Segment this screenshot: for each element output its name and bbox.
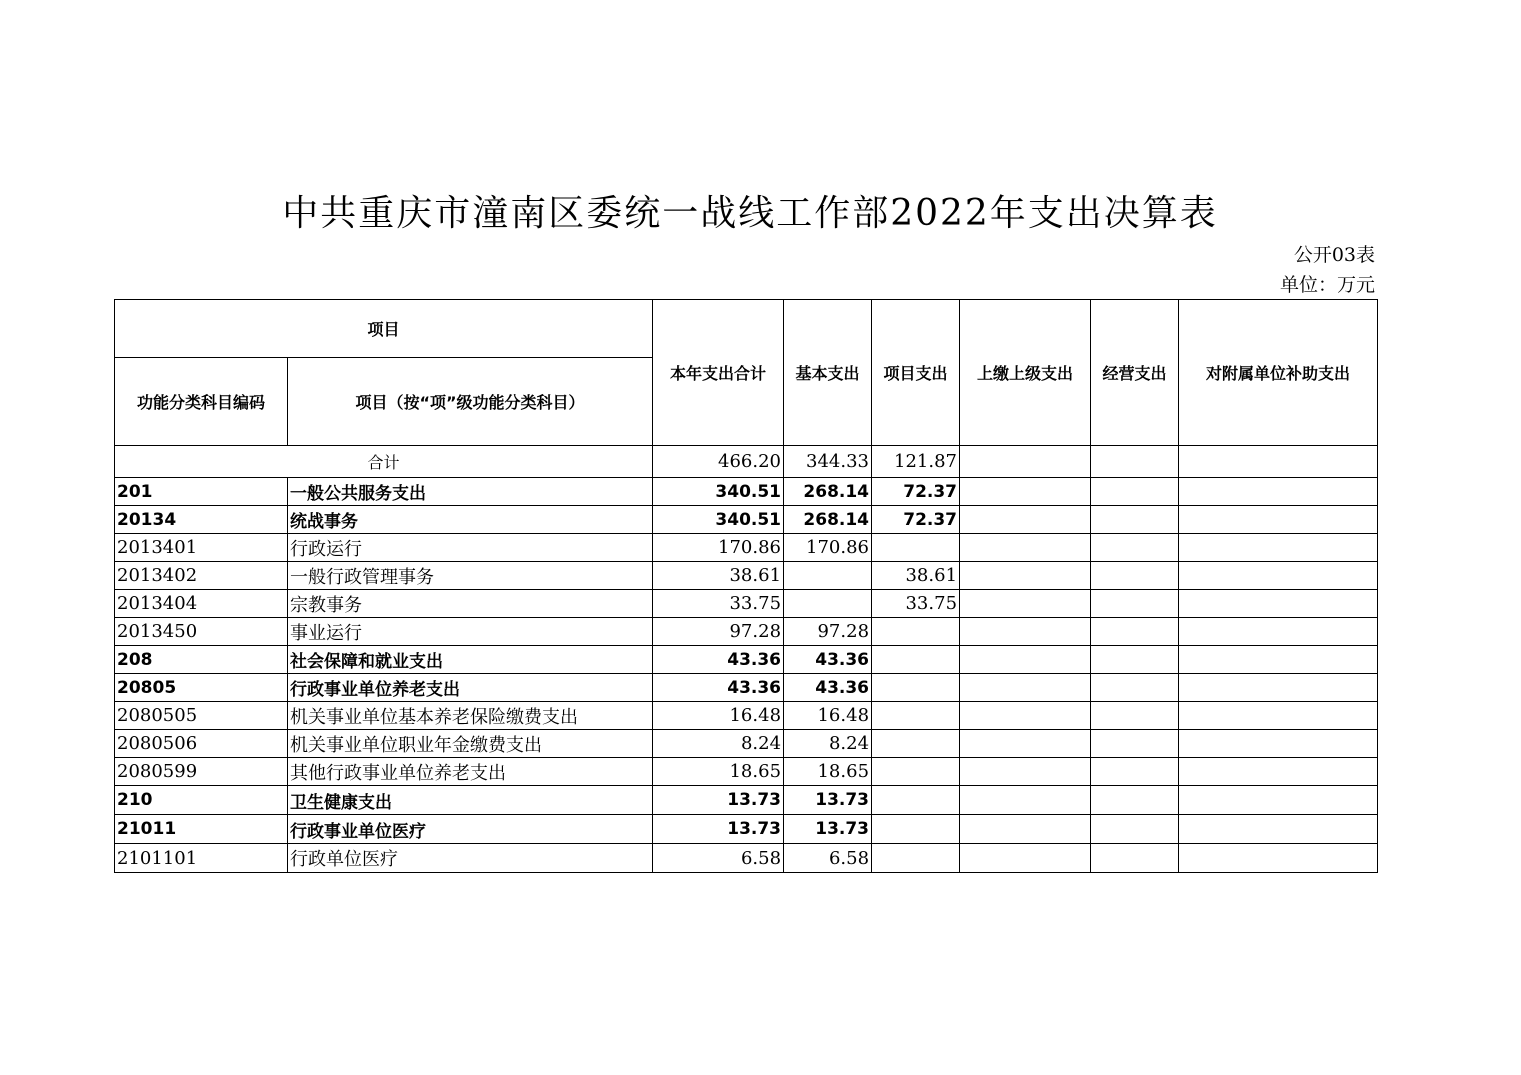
row-upper [960, 590, 1091, 618]
row-name: 社会保障和就业支出 [288, 646, 653, 674]
row-subsidy [1179, 534, 1378, 562]
row-project [872, 730, 960, 758]
table-row [115, 730, 1378, 758]
row-subsidy [1179, 562, 1378, 590]
unit-label: 单位：万元 [1279, 274, 1375, 296]
row-upper [960, 702, 1091, 730]
row-subsidy [1179, 646, 1378, 674]
row-project [872, 758, 960, 786]
total-label: 合计 [115, 446, 653, 478]
row-code: 2013450 [115, 618, 288, 646]
expenditure-table [114, 299, 1378, 873]
header-upper: 上缴上级支出 [960, 300, 1091, 446]
row-business [1091, 844, 1179, 873]
total-business [1091, 446, 1179, 478]
row-project [872, 844, 960, 873]
row-project: 33.75 [872, 590, 960, 618]
row-business [1091, 674, 1179, 702]
row-business [1091, 562, 1179, 590]
header-basic: 基本支出 [784, 300, 872, 446]
row-upper [960, 562, 1091, 590]
row-upper [960, 478, 1091, 506]
row-name: 行政事业单位医疗 [288, 815, 653, 844]
header-subsidy: 对附属单位补助支出 [1179, 300, 1378, 446]
row-basic: 268.14 [784, 478, 872, 506]
row-total: 43.36 [653, 646, 784, 674]
row-basic: 8.24 [784, 730, 872, 758]
row-total: 97.28 [653, 618, 784, 646]
row-business [1091, 758, 1179, 786]
row-project [872, 786, 960, 815]
table-row [115, 646, 1378, 674]
row-name: 一般行政管理事务 [288, 562, 653, 590]
row-business [1091, 590, 1179, 618]
row-subsidy [1179, 815, 1378, 844]
row-name: 卫生健康支出 [288, 786, 653, 815]
table-row [115, 758, 1378, 786]
row-name: 统战事务 [288, 506, 653, 534]
row-upper [960, 844, 1091, 873]
header-project: 项目支出 [872, 300, 960, 446]
row-name: 一般公共服务支出 [288, 478, 653, 506]
row-total: 16.48 [653, 702, 784, 730]
row-name: 行政单位医疗 [288, 844, 653, 873]
row-basic: 97.28 [784, 618, 872, 646]
row-project [872, 618, 960, 646]
row-total: 340.51 [653, 478, 784, 506]
row-project: 72.37 [872, 478, 960, 506]
row-business [1091, 815, 1179, 844]
row-subsidy [1179, 844, 1378, 873]
row-project: 38.61 [872, 562, 960, 590]
header-code: 功能分类科目编码 [115, 358, 288, 446]
row-upper [960, 758, 1091, 786]
table-row [115, 674, 1378, 702]
row-basic: 6.58 [784, 844, 872, 873]
row-project: 72.37 [872, 506, 960, 534]
row-code: 2013401 [115, 534, 288, 562]
row-code: 208 [115, 646, 288, 674]
row-basic [784, 562, 872, 590]
table-row [115, 786, 1378, 815]
row-business [1091, 786, 1179, 815]
row-name: 行政事业单位养老支出 [288, 674, 653, 702]
header-business: 经营支出 [1091, 300, 1179, 446]
row-project [872, 815, 960, 844]
table-row [115, 618, 1378, 646]
row-total: 33.75 [653, 590, 784, 618]
row-code: 2013404 [115, 590, 288, 618]
table-code: 公开03表 [1293, 244, 1375, 266]
row-basic: 170.86 [784, 534, 872, 562]
row-total: 43.36 [653, 674, 784, 702]
row-subsidy [1179, 506, 1378, 534]
row-code: 201 [115, 478, 288, 506]
row-total: 38.61 [653, 562, 784, 590]
row-total: 340.51 [653, 506, 784, 534]
row-name: 机关事业单位基本养老保险缴费支出 [288, 702, 653, 730]
row-business [1091, 618, 1179, 646]
table-row [115, 844, 1378, 873]
row-code: 20805 [115, 674, 288, 702]
table-row [115, 702, 1378, 730]
total-upper [960, 446, 1091, 478]
header-name: 项目（按“项”级功能分类科目） [288, 358, 653, 446]
row-upper [960, 815, 1091, 844]
row-total: 13.73 [653, 815, 784, 844]
row-basic: 268.14 [784, 506, 872, 534]
row-basic [784, 590, 872, 618]
row-upper [960, 674, 1091, 702]
row-project [872, 702, 960, 730]
document-title: 中共重庆市潼南区委统一战线工作部2022年支出决算表 [282, 193, 1218, 234]
row-upper [960, 730, 1091, 758]
row-subsidy [1179, 702, 1378, 730]
row-name: 机关事业单位职业年金缴费支出 [288, 730, 653, 758]
row-basic: 16.48 [784, 702, 872, 730]
row-basic: 13.73 [784, 815, 872, 844]
header-item-group: 项目 [115, 300, 653, 358]
row-name: 行政运行 [288, 534, 653, 562]
row-business [1091, 702, 1179, 730]
row-code: 2101101 [115, 844, 288, 873]
table-row [115, 534, 1378, 562]
header-total: 本年支出合计 [653, 300, 784, 446]
total-basic: 344.33 [784, 446, 872, 478]
row-upper [960, 506, 1091, 534]
total-subsidy [1179, 446, 1378, 478]
row-total: 18.65 [653, 758, 784, 786]
table-row [115, 506, 1378, 534]
row-upper [960, 646, 1091, 674]
row-business [1091, 506, 1179, 534]
row-subsidy [1179, 590, 1378, 618]
total-row [115, 446, 1378, 478]
row-total: 8.24 [653, 730, 784, 758]
row-subsidy [1179, 786, 1378, 815]
row-code: 2013402 [115, 562, 288, 590]
row-name: 其他行政事业单位养老支出 [288, 758, 653, 786]
row-business [1091, 534, 1179, 562]
row-code: 2080505 [115, 702, 288, 730]
row-code: 210 [115, 786, 288, 815]
row-basic: 18.65 [784, 758, 872, 786]
total-total: 466.20 [653, 446, 784, 478]
row-business [1091, 646, 1179, 674]
row-upper [960, 786, 1091, 815]
row-code: 20134 [115, 506, 288, 534]
row-upper [960, 534, 1091, 562]
table-row [115, 590, 1378, 618]
row-name: 宗教事务 [288, 590, 653, 618]
row-total: 13.73 [653, 786, 784, 815]
row-code: 2080599 [115, 758, 288, 786]
row-subsidy [1179, 730, 1378, 758]
row-basic: 43.36 [784, 646, 872, 674]
row-project [872, 674, 960, 702]
row-total: 6.58 [653, 844, 784, 873]
table-row [115, 815, 1378, 844]
row-name: 事业运行 [288, 618, 653, 646]
row-code: 2080506 [115, 730, 288, 758]
row-basic: 43.36 [784, 674, 872, 702]
row-code: 21011 [115, 815, 288, 844]
row-project [872, 534, 960, 562]
row-upper [960, 618, 1091, 646]
row-subsidy [1179, 674, 1378, 702]
table-row [115, 478, 1378, 506]
row-total: 170.86 [653, 534, 784, 562]
row-subsidy [1179, 618, 1378, 646]
row-project [872, 646, 960, 674]
row-business [1091, 478, 1179, 506]
header-row-1 [115, 300, 1378, 358]
row-basic: 13.73 [784, 786, 872, 815]
row-business [1091, 730, 1179, 758]
row-subsidy [1179, 758, 1378, 786]
total-project: 121.87 [872, 446, 960, 478]
table-row [115, 562, 1378, 590]
row-subsidy [1179, 478, 1378, 506]
